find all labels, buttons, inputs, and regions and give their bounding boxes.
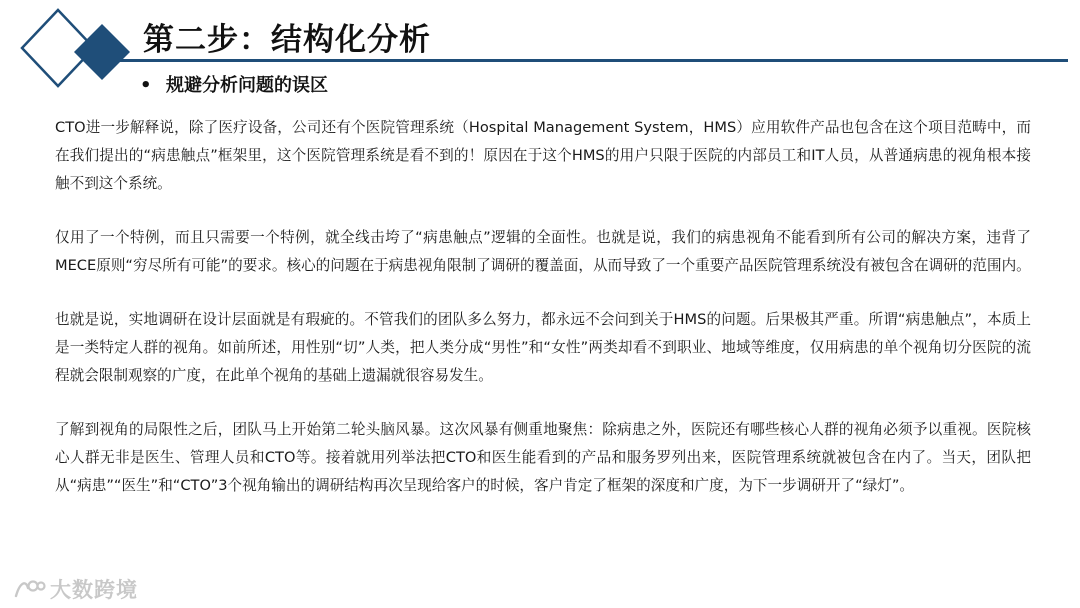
watermark-text: 大数跨境 [50, 578, 138, 602]
paragraph-2: 仅用了一个特例，而且只需要一个特例，就全线击垮了“病患触点”逻辑的全面性。也就是说，我们的病患视角不能看到所有公司的解决方案，违背了MECE原则“穷尽所有可能”的要求。核心的问题在于病患视角限制了调研的覆盖面，从而导致了一个重要产品医院管理系统没有被包含在调研的范围内。 [55, 229, 1031, 274]
watermark [12, 574, 138, 604]
logo-icon [12, 576, 46, 602]
paragraph-1: CTO进一步解释说，除了医疗设备，公司还有个医院管理系统（Hospital Management System，HMS）应用软件产品也包含在这个项目范畴中，而在我们提出的“病患触点”框架里，这个医院管理系统是看不到的！原因在于这个HMS的用户只限于医院的内部员工和IT人员，从普通病患的视角根本接触不到这个系统。 [55, 119, 1031, 192]
bullet-icon: • [140, 75, 152, 96]
body-text [55, 114, 1031, 526]
title-divider [120, 59, 1068, 62]
paragraph-3: 也就是说，实地调研在设计层面就是有瑕疵的。不管我们的团队多么努力，都永远不会问到关于HMS的问题。后果极其严重。所谓“病患触点”，本质上是一类特定人群的视角。如前所述，用性别“切”人类，把人类分成“男性”和“女性”两类却看不到职业、地域等维度，仅用病患的单个视角切分医院的流程就会限制观察的广度，在此单个视角的基础上遗漏就很容易发生。 [55, 311, 1031, 384]
section-subtitle [140, 71, 328, 97]
paragraph-4: 了解到视角的局限性之后，团队马上开始第二轮头脑风暴。这次风暴有侧重地聚焦：除病患之外，医院还有哪些核心人群的视角必须予以重视。医院核心人群无非是医生、管理人员和CTO等。接着就用列举法把CTO和医生能看到的产品和服务罗列出来，医院管理系统就被包含在内了。当天，团队把从“病患”“医生”和“CTO”3个视角输出的调研结构再次呈现给客户的时候，客户肯定了框架的深度和广度，为下一步调研开了“绿灯”。 [55, 421, 1031, 494]
subtitle-text: 规避分析问题的误区 [166, 75, 328, 96]
diamond-logo-icon [18, 8, 134, 94]
page-title: 第二步：结构化分析 [143, 22, 431, 58]
